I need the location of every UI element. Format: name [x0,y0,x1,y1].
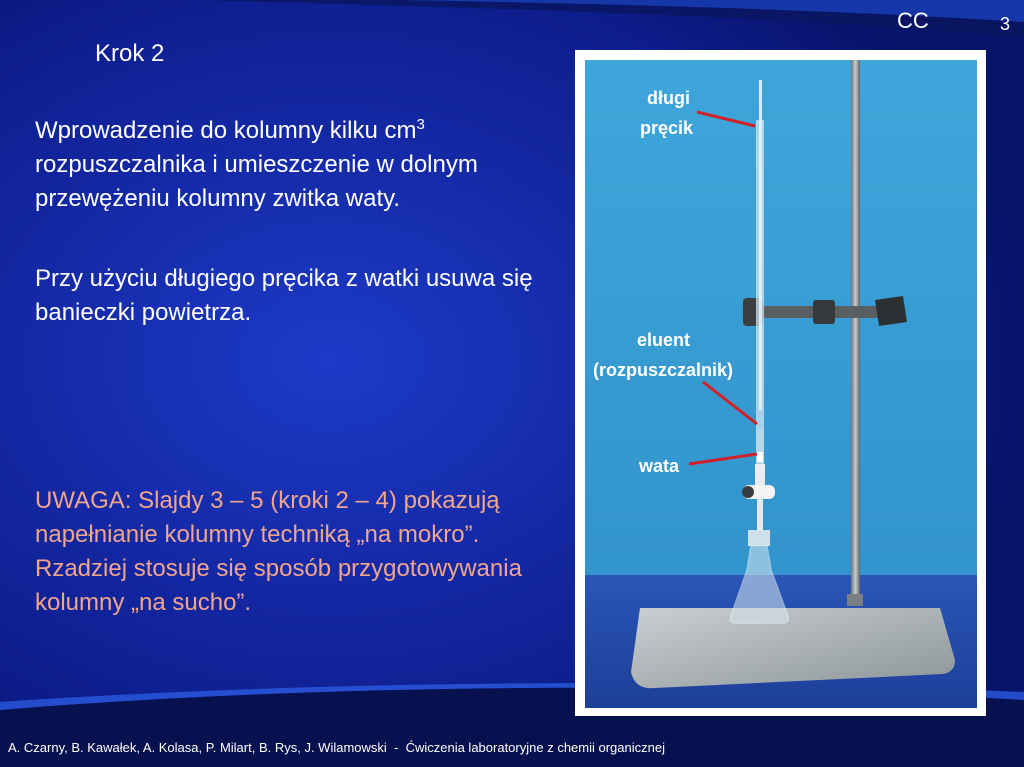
bubbles-paragraph: Przy użyciu długiego pręcika z watki usuwa się banieczki powietrza. [35,265,533,326]
footer [8,740,665,755]
label-eluent-line1: eluent [637,330,691,350]
column-apparatus-photo [585,60,977,708]
footer-separator: - [386,740,406,755]
label-rod-line2: pręcik [640,118,694,138]
page-number: 3 [1000,14,1011,34]
header-tag: CC [897,8,929,33]
note-paragraph: UWAGA: Slajdy 3 – 5 (kroki 2 – 4) pokazują napełnianie kolumny techniką „na mokro”. Rzadziej stosuje się sposób przygotowywania kolumny „na sucho”. [35,487,522,616]
instruction-text: Wprowadzenie do kolumny kilku cm [35,117,417,144]
stand-rod [851,60,860,600]
label-eluent-line2: (rozpuszczalnik) [593,360,734,380]
cotton-wool [757,452,763,462]
step-title: Krok 2 [95,40,165,67]
instruction-text-rest: rozpuszczalnika i umieszczenie w dolnym przewężeniu kolumny zwitka waty. [35,151,478,212]
instruction-paragraph [35,108,555,216]
unit-superscript: 3 [416,116,425,133]
footer-authors: A. Czarny, B. Kawałek, A. Kolasa, P. Milart, B. Rys, J. Wilamowski [8,740,387,755]
label-rod-line1: długi [647,88,690,108]
footer-course: Ćwiczenia laboratoryjne z chemii organicznej [405,740,665,755]
label-wool: wata [639,456,680,476]
